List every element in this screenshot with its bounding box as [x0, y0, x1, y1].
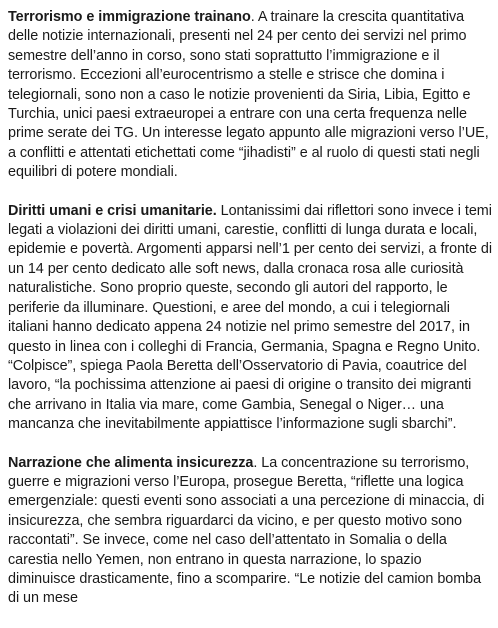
paragraph-terrorism-immigration	[8, 8, 492, 183]
paragraph-human-rights	[8, 202, 492, 435]
article-body	[8, 8, 492, 628]
paragraph-heading: Narrazione che alimenta insicurezza	[8, 454, 254, 471]
paragraph-text: . La concentrazione su terrorismo, guerre e migrazioni verso l’Europa, prosegue Beretta, “riflette una logica emergenziale: questi eventi sono associati a una percezione di minaccia, di insicurezza, che sembra riguardarci da vicino, e per questo motivo sono raccontati”. Se invece, come nel caso dell’attentato in Somalia o della carestia nello Yemen, non entrano in questa narrazione, lo spazio diminuisce drasticamente, fino a scomparire. “Le notizie del camion bomba di un mese	[8, 454, 485, 607]
paragraph-heading: Terrorismo e immigrazione trainano	[8, 9, 251, 25]
paragraph-text: . A trainare la crescita quantitativa delle notizie internazionali, presenti nel 24 per cento dei servizi nel primo semestre dell’anno in corso, sono stati soprattutto l’immigrazione e il terrorismo. Eccezioni all’eurocentrismo a stelle e strisce che domina i telegiornali, sono non a caso le notizie provenienti da Siria, Libia, Egitto e Turchia, unici paesi extraeuropei a entrare con una certa frequenza nelle prime serate dei TG. Un interesse legato appunto alle migrazioni verso l’UE, a conflitti e attentati etichettati come “jihadisti” e al ruolo di questi stati negli equilibri di potere mondiali.	[8, 9, 489, 181]
paragraph-heading: Diritti umani e crisi umanitarie.	[8, 202, 217, 219]
paragraph-text: Lontanissimi dai riflettori sono invece i temi legati a violazioni dei diritti umani, carestie, conflitti di lunga durata e locali, epidemie e povertà. Argomenti apparsi nell’1 per cento dei servizi, a fronte di un 14 per cento dedicato alle soft news, dalla cronaca rosa alle curiosità naturalistiche. Sono proprio queste, secondo gli autori del rapporto, le periferie da illuminare. Questioni, e aree del mondo, a cui i telegiornali italiani hanno dedicato appena 24 notizie nel primo semestre del 2017, in questo in linea con i colleghi di Francia, Germania, Spagna e Regno Unito. “Colpisce”, spiega Paola Beretta dell’Osservatorio di Pavia, coautrice del lavoro, “la pochissima attenzione ai paesi di origine o transito dei migranti che arrivano in Italia via mare, come Gambia, Senegal o Niger… una mancanza che inevitabilmente appiattisce l’informazione sugli sbarchi”.	[8, 202, 493, 433]
paragraph-insecurity-narrative	[8, 454, 492, 609]
